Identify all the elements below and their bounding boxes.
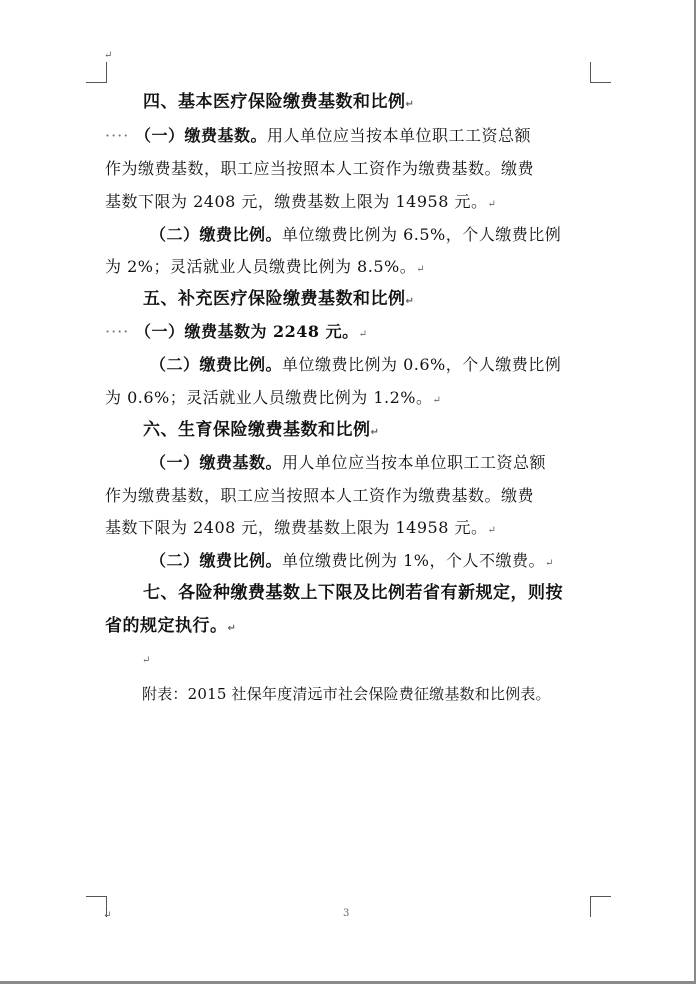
section-4-title: 四、基本医疗保险缴费基数和比例 [143, 92, 406, 112]
paragraph-mark-icon: ↵ [416, 264, 426, 275]
section-5-item-2-line-2 [105, 388, 441, 411]
section-5-heading [143, 289, 414, 312]
item-label: （二）缴费比例。 [150, 355, 283, 374]
section-6-title: 六、生育保险缴费基数和比例 [143, 420, 371, 440]
leader-dots: ···· [105, 322, 130, 341]
paragraph-mark-icon: ↵ [104, 50, 113, 61]
section-5-title: 五、补充医疗保险缴费基数和比例 [143, 289, 406, 309]
item-text: 为 2%；灵活就业人员缴费比例为 8.5%。 [105, 257, 417, 276]
section-4-item-2-line-1 [150, 225, 561, 245]
section-6-item-1-line-1 [150, 453, 546, 473]
item-text: （一）缴费基数为 2248 元。 [134, 322, 359, 341]
paragraph-mark-icon: ↵ [358, 329, 368, 340]
paragraph-mark-icon: ↵ [103, 910, 112, 921]
paragraph-mark-icon: ↵ [405, 296, 415, 307]
item-label: （一）缴费基数。 [150, 453, 283, 472]
paragraph-mark-icon: ↵ [487, 199, 497, 210]
section-4-item-1-line-1 [105, 126, 531, 146]
paragraph-mark-icon: ↵ [227, 623, 237, 634]
item-text: 用人单位应当按本单位职工工资总额 [282, 453, 547, 472]
section-6-item-1-line-2: 作为缴费基数，职工应当按照本人工资作为缴费基数。缴费 [105, 486, 535, 505]
item-label: （二）缴费比例。 [150, 225, 283, 244]
item-text: 单位缴费比例为 1%，个人不缴费。 [282, 551, 545, 570]
section-6-item-2 [150, 551, 554, 574]
item-text: 基数下限为 2408 元，缴费基数上限为 14958 元。 [105, 518, 488, 537]
item-text: 为 0.6%；灵活就业人员缴费比例为 1.2%。 [105, 388, 433, 407]
section-6-heading [143, 420, 379, 443]
crop-mark-top-left [86, 62, 107, 83]
section-4-heading [143, 92, 414, 115]
item-text: 单位缴费比例为 6.5%，个人缴费比例 [282, 225, 562, 244]
paragraph-mark-icon: ↵ [545, 558, 554, 569]
attachment-note: 附表：2015 社保年度清远市社会保险费征缴基数和比例表。 [142, 685, 551, 703]
leader-dots: ···· [105, 126, 130, 145]
paragraph-mark-icon: ↵ [487, 525, 497, 536]
paragraph-mark-icon: ↵ [370, 427, 380, 438]
paragraph-mark-icon: ↵ [432, 395, 442, 406]
section-7-text: 省的规定执行。 [105, 616, 228, 636]
crop-mark-bottom-right [590, 896, 611, 917]
item-label: （一）缴费基数。 [134, 126, 267, 145]
section-7-line-1: 七、各险种缴费基数上下限及比例若省有新规定，则按 [143, 583, 563, 603]
page-number: 3 [343, 908, 350, 919]
section-6-item-1-line-3 [105, 518, 496, 541]
crop-mark-top-right [590, 62, 611, 83]
item-text: 基数下限为 2408 元，缴费基数上限为 14958 元。 [105, 192, 488, 211]
paragraph-mark-icon: ↵ [142, 655, 151, 666]
item-text: 用人单位应当按本单位职工工资总额 [266, 126, 531, 145]
section-4-item-1-line-3 [105, 192, 496, 215]
section-4-item-1-line-2: 作为缴费基数，职工应当按照本人工资作为缴费基数。缴费 [105, 159, 535, 178]
paragraph-mark-icon: ↵ [405, 99, 415, 110]
item-text: 单位缴费比例为 0.6%，个人缴费比例 [282, 355, 562, 374]
item-label: （二）缴费比例。 [150, 551, 283, 570]
section-5-item-2-line-1 [150, 355, 561, 375]
section-5-item-1 [105, 322, 368, 345]
section-7-line-2 [105, 616, 236, 639]
section-4-item-2-line-2 [105, 257, 425, 280]
